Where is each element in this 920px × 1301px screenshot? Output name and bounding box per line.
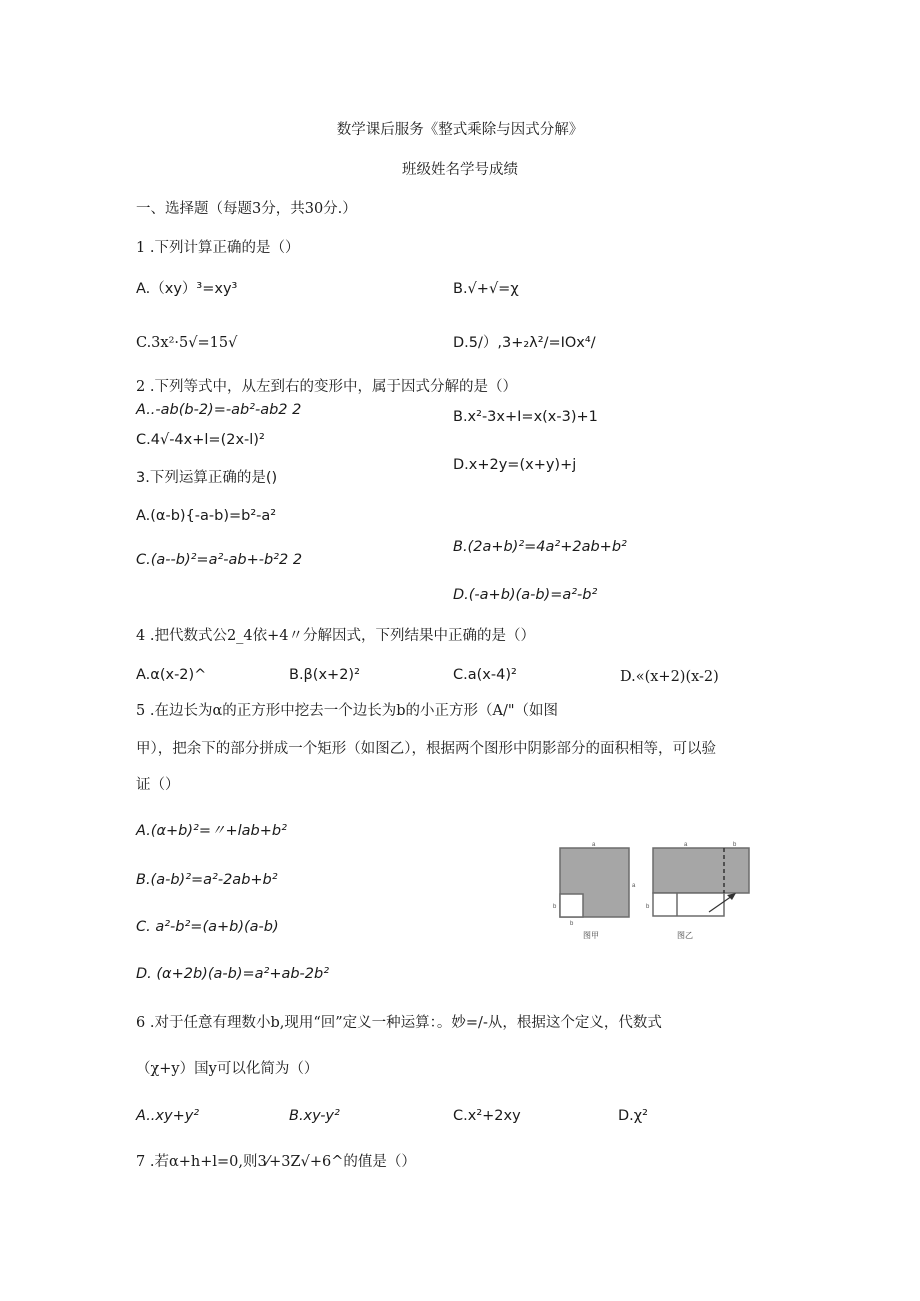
- q5-figure: [546, 838, 758, 944]
- fig1-label-right: a: [632, 883, 636, 889]
- q1-stem: 1 .下列计算正确的是（）: [136, 240, 300, 256]
- fig1-label-top: a: [592, 842, 596, 848]
- q1-option-c: C.3x²·5√=15√: [136, 335, 238, 351]
- q2-option-b: B.x²-3x+I=x(x-3)+1: [453, 409, 598, 425]
- fig1-small-square: [560, 894, 583, 917]
- q4-option-a: A.α(x-2)^: [136, 667, 207, 683]
- fig2-bottom-strip: [653, 893, 724, 916]
- fig2-label-top-left: a: [684, 842, 688, 848]
- fig2-shaded-rect: [653, 848, 749, 893]
- q4-option-b: B.β(x+2)²: [289, 667, 360, 683]
- q1-option-b: B.√+√=χ: [453, 281, 519, 297]
- fig1-caption: 图甲: [583, 931, 599, 940]
- fig1-label-bottom: b: [570, 921, 574, 927]
- q4-stem: 4 .把代数式公2_4依+4〃分解因式，下列结果中正确的是（）: [136, 628, 536, 644]
- q2-option-d: D.x+2y=(x+y)+j: [453, 457, 577, 473]
- q7-stem: 7 .若α+h+l=0,则3⁄+3Z√+6^的值是（）: [136, 1154, 416, 1170]
- q5-option-a: A.(α+b)²=〃+lab+b²: [136, 823, 287, 839]
- q1-option-d: D.5/）,3+₂λ²/=IOx⁴/: [453, 335, 596, 351]
- q5-option-d: D. (α+2b)(a-b)=a²+ab-2b²: [136, 966, 330, 982]
- q5-option-b: B.(a-b)²=a²-2ab+b²: [136, 872, 278, 888]
- section-heading: 一、选择题（每题3分，共30分.）: [136, 201, 357, 217]
- q6-stem-line2: （χ+y）国y可以化简为（）: [136, 1061, 319, 1077]
- q3-stem: 3.下列运算正确的是(): [136, 470, 278, 486]
- fig1-label-left: b: [553, 904, 557, 910]
- q2-stem: 2 .下列等式中，从左到右的变形中，属于因式分解的是（）: [136, 379, 517, 395]
- q1-option-a: A.（xy）³=xy³: [136, 281, 238, 297]
- q2-option-c: C.4√-4x+l=(2x-l)²: [136, 432, 265, 448]
- q3-option-a: A.(α-b){-a-b)=b²-a²: [136, 508, 277, 524]
- q6-option-b: B.xy-y²: [289, 1108, 340, 1124]
- q4-option-d: D.«(x+2)(x-2): [620, 669, 719, 685]
- fig2-label-top-right: b: [733, 842, 737, 848]
- q5-stem-line3: 证（）: [136, 777, 180, 793]
- page-subtitle: 班级姓名学号成绩: [402, 162, 518, 178]
- q6-stem-line1: 6 .对于任意有理数小b,现用“回”定义一种运算：。妙=/-从，根据这个定义，代数式: [136, 1015, 662, 1031]
- q3-option-c: C.(a--b)²=a²-ab+-b²2 2: [136, 552, 303, 568]
- q4-option-c: C.a(x-4)²: [453, 667, 517, 683]
- q3-option-b: B.(2a+b)²=4a²+2ab+b²: [453, 539, 627, 555]
- page-title: 数学课后服务《整式乘除与因式分解》: [336, 122, 584, 138]
- fig2-caption: 图乙: [677, 931, 693, 940]
- q3-option-d: D.(-a+b)(a-b)=a²-b²: [453, 587, 598, 603]
- q5-option-c: C. a²-b²=(a+b)(a-b): [136, 919, 279, 935]
- q6-option-a: A..xy+y²: [136, 1108, 200, 1124]
- q6-option-c: C.x²+2xy: [453, 1108, 521, 1124]
- q5-stem-line2: 甲），把余下的部分拼成一个矩形（如图乙），根据两个图形中阴影部分的面积相等，可以验: [136, 741, 716, 757]
- q6-option-d: D.χ²: [618, 1108, 648, 1124]
- q5-stem-line1: 5 .在边长为α的正方形中挖去一个边长为b的小正方形（A/"（如图: [136, 703, 559, 719]
- q2-option-a: A..-ab(b-2)=-ab²-ab2 2: [136, 402, 302, 418]
- fig2-label-left: b: [646, 904, 650, 910]
